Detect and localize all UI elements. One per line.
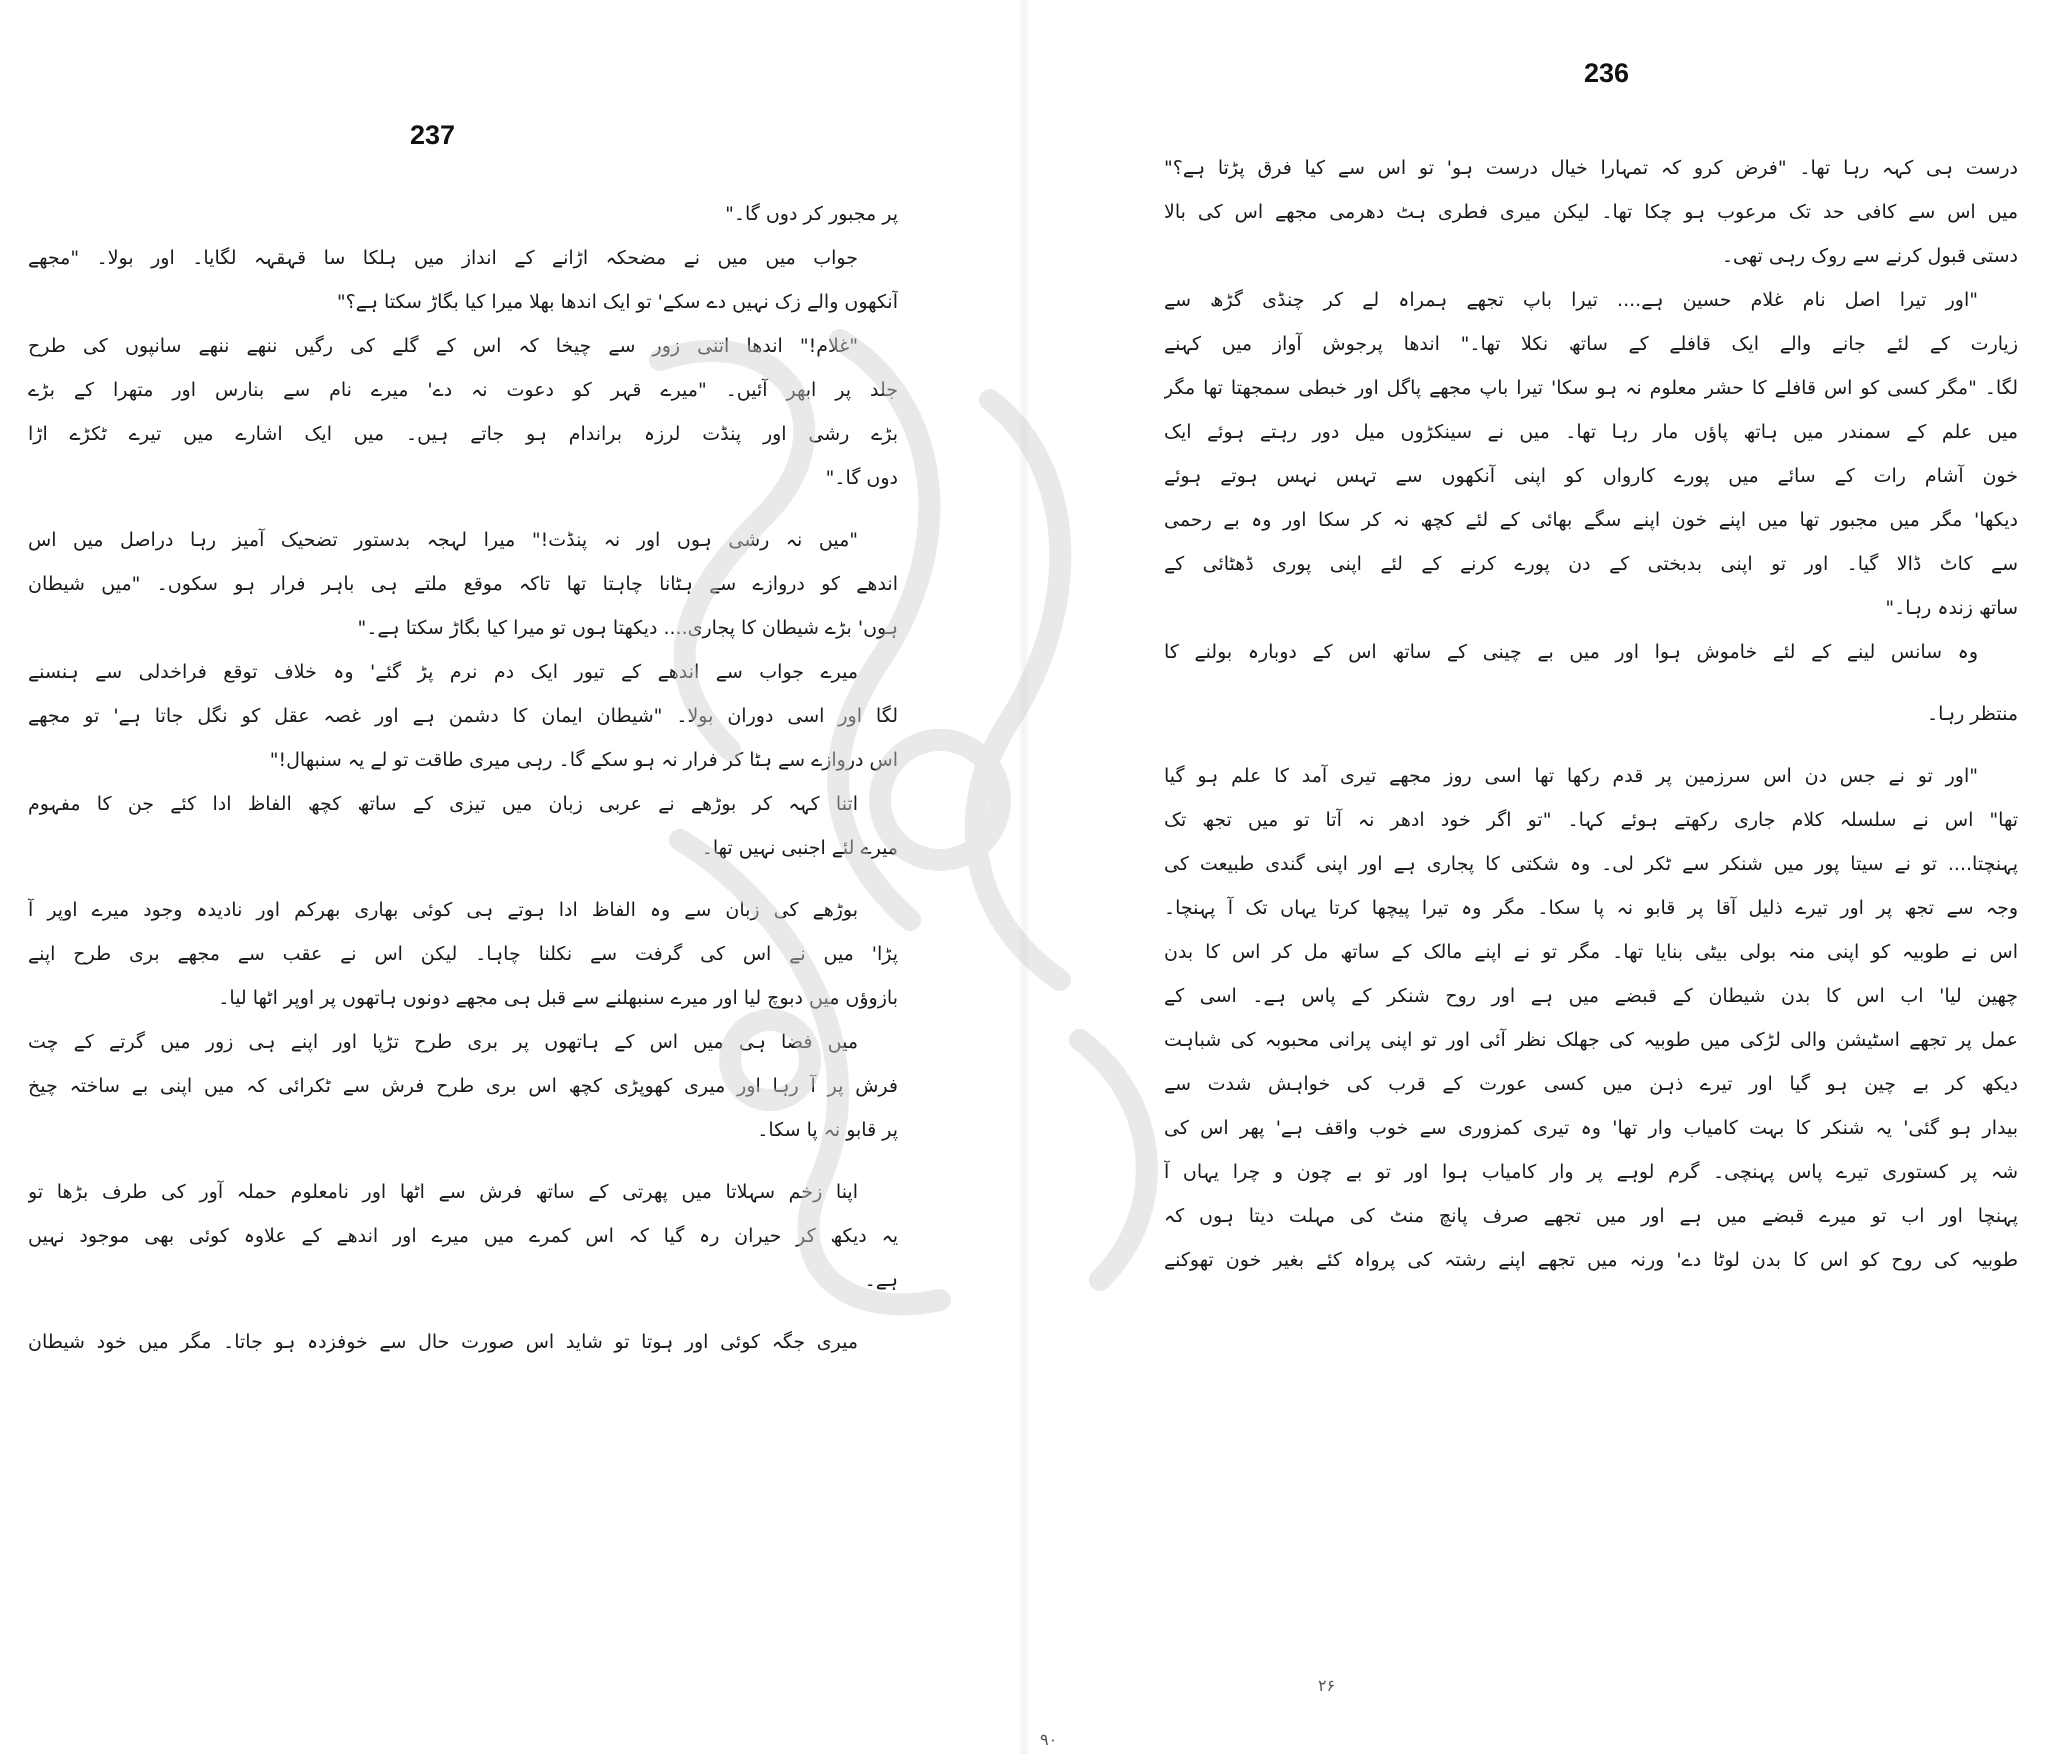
text-line: "غلام!" اندھا اتنی زور سے چیخا کہ اس کے گلے کی رگیں ننھے ننھے سانپوں کی طرح	[28, 335, 858, 357]
text-line: ساتھ زندہ رہا۔"	[1885, 597, 2018, 619]
text-line: اپنا زخم سہلاتا میں پھرتی کے ساتھ فرش سے اٹھا اور نامعلوم حملہ آور کی طرف بڑھا تو	[28, 1181, 858, 1203]
text-line: وہ سانس لینے کے لئے خاموش ہوا اور میں بے چینی کے ساتھ اس کے دوبارہ بولنے کا	[1164, 641, 1978, 663]
text-line: منتظر رہا۔	[1927, 703, 2018, 725]
text-line: پڑا' میں نے اس کی گرفت سے نکلنا چاہا۔ لیکن اس نے عقب سے مجھے بری طرح اپنے	[28, 943, 898, 965]
text-line: بیدار ہو گئی' یہ شنکر کا بہت کامیاب وار تھا' وہ تیری کمزوری سے خوب واقف ہے' پھر اس کی	[1164, 1117, 2018, 1139]
text-line: جلد پر ابھر آئیں۔ "میرے قہر کو دعوت نہ دے' میرے نام سے بنارس اور متھرا کے بڑے	[28, 379, 898, 401]
right-page-text	[1164, 146, 2018, 1282]
text-line: "اور تو نے جس دن اس سرزمین پر قدم رکھا تھا اسی روز مجھے تیری آمد کا علم ہو گیا	[1164, 765, 1978, 787]
text-line: اس دروازے سے ہٹا کر فرار نہ ہو سکے گا۔ رہی میری طاقت تو لے یہ سنبھال!"	[269, 749, 898, 771]
text-line: عمل پر تجھے اسٹیشن والی لڑکی میں طوبیہ کی جھلک نظر آئی اور تو اپنی پرانی محبوبہ کی شباہت	[1164, 1029, 2018, 1051]
footer-mark-right: ۲۶	[1318, 1676, 1336, 1695]
page-fold	[1018, 0, 1030, 1754]
text-line: دیکھا' مگر میں مجبور تھا میں اپنے خون اپنے سگے بھائی کے لئے کچھ نہ کر سکا اور وہ بے رحمی	[1164, 509, 2018, 531]
text-line: اندھے کو دروازے سے ہٹانا چاہتا تھا تاکہ موقع ملتے ہی باہر فرار ہو سکوں۔ "میں شیطان	[28, 573, 898, 595]
text-line: دوں گا۔"	[825, 467, 898, 489]
text-line: اس نے طوبیہ کو اپنی منہ بولی بیٹی بنایا تھا۔ مگر تو نے اپنے مالک کے ساتھ مل کر اس کا بدن	[1164, 941, 2018, 963]
text-line: بوڑھے کی زبان سے وہ الفاظ ادا ہوتے ہی کوئی بھاری بھرکم اور نادیدہ وجود میرے اوپر آ	[28, 899, 858, 921]
text-line: فرش پر آ رہا اور میری کھوپڑی کچھ اس بری طرح فرش سے ٹکرائی کہ میں اپنی بے ساختہ چیخ	[28, 1075, 898, 1097]
text-line: چھین لیا' اب اس کا بدن شیطان کے قبضے میں ہے اور روح شنکر کے پاس ہے۔ اسی کے	[1164, 985, 2018, 1007]
text-line: پر قابو نہ پا سکا۔	[757, 1119, 898, 1141]
text-line: "اور تیرا اصل نام غلام حسین ہے.... تیرا باپ تجھے ہمراہ لے کر چنڈی گڑھ سے	[1164, 289, 1978, 311]
text-line: میں فضا ہی میں اس کے ہاتھوں پر بری طرح تڑپا اور اپنے ہی زور میں گرتے کے چت	[28, 1031, 858, 1053]
text-line: پر مجبور کر دوں گا۔"	[725, 203, 898, 225]
left-page-text	[28, 192, 898, 1364]
text-line: آنکھوں والے زک نہیں دے سکے' تو ایک اندھا بھلا میرا کیا بگاڑ سکتا ہے؟"	[336, 291, 898, 313]
text-line: شہ پر کستوری تیرے پاس پہنچی۔ گرم لوہے پر وار کامیاب ہوا اور تو بے چون و چرا یہاں آ	[1164, 1161, 2018, 1183]
text-line: تھا" اس نے سلسلہ کلام جاری رکھتے ہوئے کہا۔ "تو اگر خود ادھر نہ آتا تو میں تجھ تک	[1164, 809, 2018, 831]
text-line: میری جگہ کوئی اور ہوتا تو شاید اس صورت حال سے خوفزدہ ہو جاتا۔ مگر میں خود شیطان	[28, 1331, 858, 1353]
text-line: دستی قبول کرنے سے روک رہی تھی۔	[1721, 245, 2018, 267]
text-line: دیکھ کر بے چین ہو گیا اور تیرے ذہن میں کسی عورت کے قرب کی خواہش شدت سے	[1164, 1073, 2018, 1095]
right-page	[1024, 0, 2048, 1754]
text-line: سے کاٹ ڈالا گیا۔ اور تو اپنی بدبختی کے دن پورے کرنے کے لئے اپنی پوری ڈھٹائی کے	[1164, 553, 2018, 575]
footer-mark-left: ۹۰	[1040, 1730, 1058, 1749]
text-line: "میں نہ رشی ہوں اور نہ پنڈت!" میرا لہجہ بدستور تضحیک آمیز رہا دراصل میں اس	[28, 529, 858, 551]
text-line: بڑے رشی اور پنڈت لرزہ براندام ہو جاتے ہیں۔ میں ایک اشارے میں تیرے ٹکڑے اڑا	[28, 423, 898, 445]
text-line: درست ہی کہہ رہا تھا۔ "فرض کرو کہ تمہارا خیال درست ہو' تو اس سے کیا فرق پڑتا ہے؟"	[1164, 157, 2018, 179]
page-number-right: 236	[1584, 58, 1630, 88]
text-line: میرے لئے اجنبی نہیں تھا۔	[701, 837, 898, 859]
text-line: پہنچتا.... تو نے سیتا پور میں شنکر سے ٹکر لی۔ وہ شکتی کا پجاری ہے اور اپنی گندی طبیعت کی	[1164, 853, 2018, 875]
text-line: اتنا کہہ کر بوڑھے نے عربی زبان میں تیزی کے ساتھ کچھ الفاظ ادا کئے جن کا مفہوم	[28, 793, 858, 815]
text-line: میں اس سے کافی حد تک مرعوب ہو چکا تھا۔ لیکن میری فطری ہٹ دھرمی مجھے اس کی بالا	[1164, 201, 2018, 223]
text-line: خون آشام رات کے سائے میں پورے کارواں کو اپنی آنکھوں سے تہس نہس ہوتے ہوئے	[1164, 465, 2018, 487]
text-line: بازوؤں میں دبوچ لیا اور میرے سنبھلنے سے قبل ہی مجھے دونوں ہاتھوں پر اوپر اٹھا لیا۔	[218, 987, 898, 1009]
text-line: طوبیہ کی روح کو اس کا بدن لوٹا دے' ورنہ میں تجھے اپنے رشتہ کی پرواہ کئے بغیر خون تھوکنے	[1164, 1249, 2018, 1271]
text-line: لگا اور اسی دوران بولا۔ "شیطان ایمان کا دشمن ہے اور غصہ عقل کو نگل جاتا ہے' تو مجھے	[28, 705, 898, 727]
text-line: یہ دیکھ کر حیران رہ گیا کہ اس کمرے میں میرے اور اندھے کے علاوہ کوئی بھی موجود نہیں	[28, 1225, 898, 1247]
text-line: زیارت کے لئے جانے والے ایک قافلے کے ساتھ نکلا تھا۔" اندھا پرجوش آواز میں کہنے	[1164, 333, 2018, 355]
text-line: وجہ سے تجھ پر اور تیرے ذلیل آقا پر قابو نہ پا سکا۔ مگر وہ تیرا پیچھا کرتا یہاں تک آ پہنچا۔	[1164, 897, 2018, 919]
text-line: لگا۔ "مگر کسی کو اس قافلے کا حشر معلوم نہ ہو سکا' تیرا باپ مجھے پاگل اور خبطی سمجھتا تھا مگر	[1164, 377, 2018, 399]
text-line: ہوں' بڑے شیطان کا پجاری.... دیکھتا ہوں تو میرا کیا بگاڑ سکتا ہے۔"	[357, 617, 898, 639]
text-line: پہنچا اور اب تو میرے قبضے میں ہے اور میں تجھے صرف پانچ منٹ کی مہلت دیتا ہوں کہ	[1164, 1205, 2018, 1227]
text-line: ہے۔	[864, 1269, 898, 1291]
text-line: میں علم کے سمندر میں ہاتھ پاؤں مار رہا تھا۔ میں نے سینکڑوں میل دور رہتے ہوئے ایک	[1164, 421, 2018, 443]
page-number-left: 237	[410, 120, 456, 150]
text-line: میرے جواب سے اندھے کے تیور ایک دم نرم پڑ گئے' وہ خلاف توقع فراخدلی سے ہنسنے	[28, 661, 858, 683]
text-line: جواب میں میں نے مضحکہ اڑانے کے انداز میں ہلکا سا قہقہہ لگایا۔ اور بولا۔ "مجھے	[28, 247, 858, 269]
